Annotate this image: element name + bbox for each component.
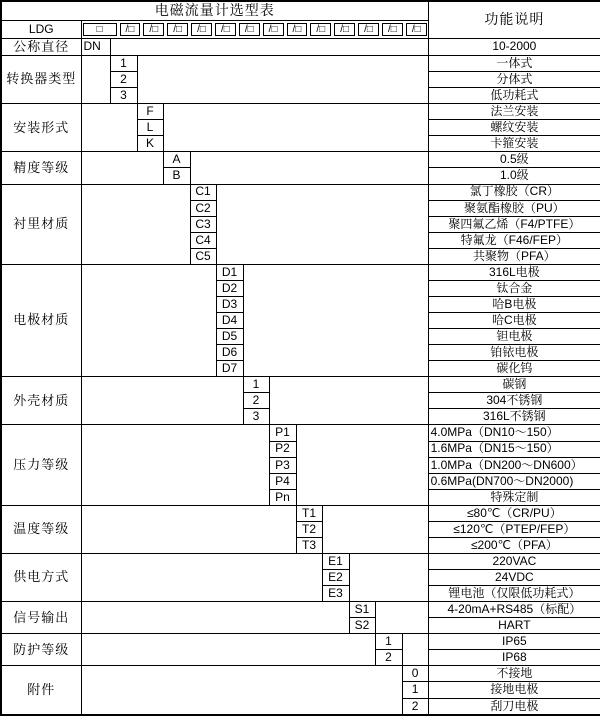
desc-cell: ≤80℃（CR/PU） [428,505,600,521]
filler [81,634,375,666]
group-label-power-supply: 供电方式 [1,553,81,601]
desc-cell: 低功耗式 [428,88,600,104]
group-label-installation: 安装形式 [1,104,81,152]
group-label-protection-rating: 防护等级 [1,634,81,666]
code-cell: C1 [190,184,216,200]
code-cell: 2 [243,393,269,409]
code-cell: C5 [190,248,216,264]
desc-cell: 聚氨酯橡胶（PU） [428,200,600,216]
function-column-header: 功能说明 [428,1,600,38]
code-cell: 1 [110,56,137,72]
code-slot-box: /□ [191,23,212,36]
code-cell: D6 [216,345,243,361]
table-row [1,264,600,280]
desc-cell: ≤200℃（PFA） [428,537,600,553]
code-cell: C4 [190,232,216,248]
filler [81,666,402,715]
desc-cell: 10-2000 [428,38,600,55]
filler [322,505,428,553]
filler [81,425,269,505]
model-code-boxes [83,23,427,36]
code-cell: 1 [375,634,402,650]
desc-cell: 共聚物（PFA） [428,248,600,264]
desc-cell: 碳化钨 [428,361,600,377]
filler [81,184,190,264]
code-cell: L [137,120,163,136]
code-cell: E3 [322,586,349,602]
filler [137,56,428,104]
desc-cell: 一体式 [428,56,600,72]
code-cell: E2 [322,570,349,586]
table-row [1,377,600,393]
table-row [1,425,600,441]
code-cell: B [163,168,190,184]
model-code-slots-cell [81,20,428,38]
title-row [1,1,600,20]
code-slot-box: /□ [310,23,331,36]
code-cell: Pn [269,489,296,505]
desc-cell: 锂电池（仅限低功耗式） [428,586,600,602]
code-slot-box: /□ [382,23,403,36]
code-cell: P4 [269,473,296,489]
code-cell: D1 [216,264,243,280]
group-label-electrode-material: 电极材质 [1,264,81,376]
group-label-temperature-rating: 温度等级 [1,505,81,553]
desc-cell: IP68 [428,650,600,666]
desc-cell: IP65 [428,634,600,650]
desc-cell: 1.0级 [428,168,600,184]
filler [375,602,428,634]
desc-cell: 304不锈钢 [428,393,600,409]
desc-cell: 铂铱电极 [428,345,600,361]
desc-cell: 1.0MPa（DN200～DN600） [428,457,600,473]
table-row [1,553,600,569]
filler [269,377,428,425]
code-slot-box: /□ [167,23,188,36]
table-row [1,602,600,618]
code-slot-box: /□ [239,23,260,36]
desc-cell: 哈B电极 [428,296,600,312]
filler [349,553,428,601]
table-row [1,152,600,168]
group-label-lining-material: 衬里材质 [1,184,81,264]
desc-cell: 0.5级 [428,152,600,168]
filler [216,184,428,264]
filler [110,38,428,55]
filler [81,152,163,184]
group-label-converter-type: 转换器类型 [1,56,81,104]
code-cell: T2 [296,521,322,537]
desc-cell: 不接地 [428,666,600,682]
code-cell: T3 [296,537,322,553]
desc-cell: 碳钢 [428,377,600,393]
desc-cell: 316L不锈钢 [428,409,600,425]
filler [81,553,322,601]
desc-cell: 钛合金 [428,280,600,296]
code-cell: 2 [110,72,137,88]
code-cell: 2 [402,698,428,715]
desc-cell: 卡箍安装 [428,136,600,152]
table-row [1,56,600,72]
code-slot-box: /□ [334,23,355,36]
code-cell: T1 [296,505,322,521]
group-label-accuracy: 精度等级 [1,152,81,184]
code-cell: D4 [216,313,243,329]
desc-cell: 分体式 [428,72,600,88]
desc-cell: 钽电极 [428,329,600,345]
desc-cell: 刮刀电极 [428,698,600,715]
desc-cell: 聚四氟乙烯（F4/PTFE） [428,216,600,232]
desc-cell: 4.0MPa（DN10～150） [428,425,600,441]
table-row [1,666,600,682]
group-label-signal-output: 信号输出 [1,602,81,634]
filler [81,56,110,104]
desc-cell: 220VAC [428,553,600,569]
table-row [1,184,600,200]
filler [243,264,428,376]
group-label-nominal-diameter: 公称直径 [1,38,81,55]
code-slot-box: /□ [120,23,141,36]
desc-cell: 特殊定制 [428,489,600,505]
desc-cell: 氯丁橡胶（CR） [428,184,600,200]
code-cell: 3 [243,409,269,425]
filler [81,505,296,553]
group-label-housing-material: 外壳材质 [1,377,81,425]
group-label-pressure-rating: 压力等级 [1,425,81,505]
page-title: 电磁流量计选型表 [1,1,428,20]
code-cell: S2 [349,618,375,634]
code-cell: D3 [216,296,243,312]
table-row [1,505,600,521]
table-row [1,104,600,120]
code-cell: A [163,152,190,168]
desc-cell: 4-20mA+RS485（标配） [428,602,600,618]
filler [81,602,349,634]
desc-cell: HART [428,618,600,634]
group-label-accessories: 附件 [1,666,81,715]
filler [190,152,428,184]
code-cell: C3 [190,216,216,232]
desc-cell: 316L电极 [428,264,600,280]
code-cell: D5 [216,329,243,345]
code-slot-box: /□ [358,23,379,36]
code-cell: D2 [216,280,243,296]
desc-cell: ≤120℃（PTEP/FEP） [428,521,600,537]
model-code-label: LDG [1,20,81,38]
code-cell: 3 [110,88,137,104]
code-slot-box: /□ [406,23,427,36]
desc-cell: 螺纹安装 [428,120,600,136]
desc-cell: 24VDC [428,570,600,586]
code-cell: DN [81,38,110,55]
code-slot-box: /□ [143,23,164,36]
code-slot-box: /□ [287,23,308,36]
code-cell: P1 [269,425,296,441]
code-cell: 1 [243,377,269,393]
filler [296,425,428,505]
filler [163,104,428,152]
code-cell: E1 [322,553,349,569]
desc-cell: 哈C电极 [428,313,600,329]
table-row [1,38,600,55]
code-slot-box: /□ [215,23,236,36]
filler [81,264,216,376]
filler [402,634,428,666]
desc-cell: 1.6MPa（DN15～150） [428,441,600,457]
code-cell: P3 [269,457,296,473]
code-slot-box: /□ [263,23,284,36]
desc-cell: 接地电极 [428,682,600,698]
desc-cell: 0.6MPa(DN700～DN2000) [428,473,600,489]
code-cell: F [137,104,163,120]
desc-cell: 法兰安装 [428,104,600,120]
model-base-box: □ [83,23,117,36]
code-cell: 2 [375,650,402,666]
code-cell: 0 [402,666,428,682]
code-cell: 1 [402,682,428,698]
filler [81,377,243,425]
desc-cell: 特氟龙（F46/FEP） [428,232,600,248]
filler [81,104,137,152]
code-cell: K [137,136,163,152]
code-cell: S1 [349,602,375,618]
code-cell: D7 [216,361,243,377]
code-cell: C2 [190,200,216,216]
table-row [1,634,600,650]
code-cell: P2 [269,441,296,457]
